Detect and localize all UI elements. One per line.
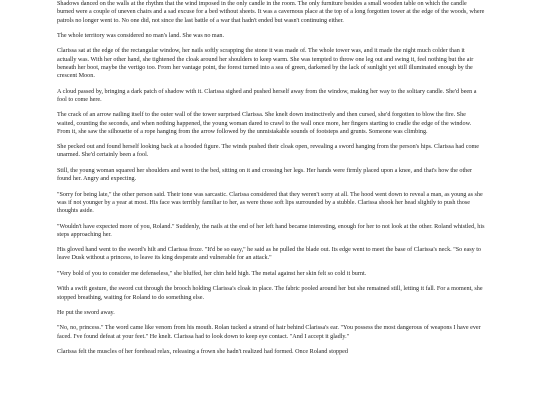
paragraph: "Wouldn't have expected more of you, Roland." Suddenly, the nails at the end of her left hand became interesting, enough for her to not look at the other. Roland whistled, his steps approaching her. (57, 223, 485, 238)
paragraph: A cloud passed by, bringing a dark patch of shadow with it. Clarissa sighed and pushed herself away from the window, making her way to the solitary candle. She'd been a fool to come here. (57, 88, 477, 103)
paragraph: The crack of an arrow nailing itself to the outer wall of the tower surprised Clarissa. She knelt down instinctively and then cursed, she'd forgotten to blow the fire. She waited, counting the seconds, and when nothing happened, the young woman dared to crawl to the wall once more, her fingers starting to cradle the edge of the window. From it, she saw the silhouette of a rope hanging from the arrow followed by the unmistakable sounds of footsteps and grunts. Someone was climbing. (57, 112, 472, 135)
paragraph: "No, no, princess." The word came like venom from his mouth. Rolan tucked a strand of hair behind Clarissa's ear. "You possess the most dangerous of weapons I have ever faced. I've found defeat at your feet." He knelt. Clarissa had to look down to keep eye contact. "And I accept it gladly." (57, 325, 481, 340)
paragraph: Still, the young woman squared her shoulders and went to the bed, sitting on it and crossing her legs. Her hands were firmly placed upon a knee, and that's how the other found her. Angry and expecting. (57, 167, 472, 183)
paragraph: Clarissa felt the muscles of her forehead relax, releasing a frown she hadn't realized had formed. Once Roland stopped (57, 349, 348, 356)
paragraph: "Very bold of you to consider me defenseless," she bluffed, her chin held high. The metal against her skin felt so cold it burnt. (57, 270, 367, 277)
story-text (57, 0, 485, 364)
paragraph: With a swift gesture, the sword cut through the brooch holding Clarissa's cloak in place. The fabric pooled around her but she remained still, letting it fall. For a moment, she stopped breathing, waiting for Roland to do something else. (57, 286, 483, 301)
paragraph: The whole territory was considered no man's land. She was no man. (57, 32, 225, 39)
paragraph: Shadows danced on the walls at the rhythm that the wind imposed in the only candle in the room. The only furniture besides a small wooden table on which the candle burned were a couple of uneven chairs and a sad excuse for a bed without sheets. It was a cavernous place at the top of a long forgotten tower at the edge of the woods, where patrols no longer went to. No one did, not since the last battle of a war that hadn't ended but wasn't continuing either. (57, 1, 485, 24)
paragraph: Clarissa sat at the edge of the rectangular window, her nails softly scrapping the stone it was made of. The whole tower was, and it made the night much colder than it actually was. With her other hand, she tightened the cloak around her shoulders to keep warm. She was tempted to throw one leg out and swing it, feel nothing but the air beneath her boot, maybe the vertigo too. From her vantage point, the forest turned into a sea of green, darkened by the lack of sunlight yet still illuminated enough by the crescent Moon. (57, 48, 474, 80)
paragraph: "Sorry for being late," the other person said. Their tone was sarcastic. Clarissa considered that they weren't sorry at all. The hood went down to reveal a man, as young as she was if not younger by a year at most. His face was terribly familiar to her, as were those soft lips surrounded by a stubble. Clarissa shook her head slightly to push those thoughts aside. (57, 191, 483, 215)
paragraph: His gloved hand went to the sword's hilt and Clarissa froze. "It'd be so easy," he said as he pulled the blade out. Its edge went to meet the base of Clarissa's neck. "So easy to leave Dusk without a princess, to leave its king desperate and vulnerable for an attack." (57, 247, 481, 262)
paragraph: She pecked out and found herself looking back at a hooded figure. The winds pushed their cloak open, revealing a sword hanging from the person's hips. Clarissa had come unarmed. She'd certainly been a fool. (57, 144, 480, 159)
paragraph: He put the sword away. (57, 310, 115, 316)
